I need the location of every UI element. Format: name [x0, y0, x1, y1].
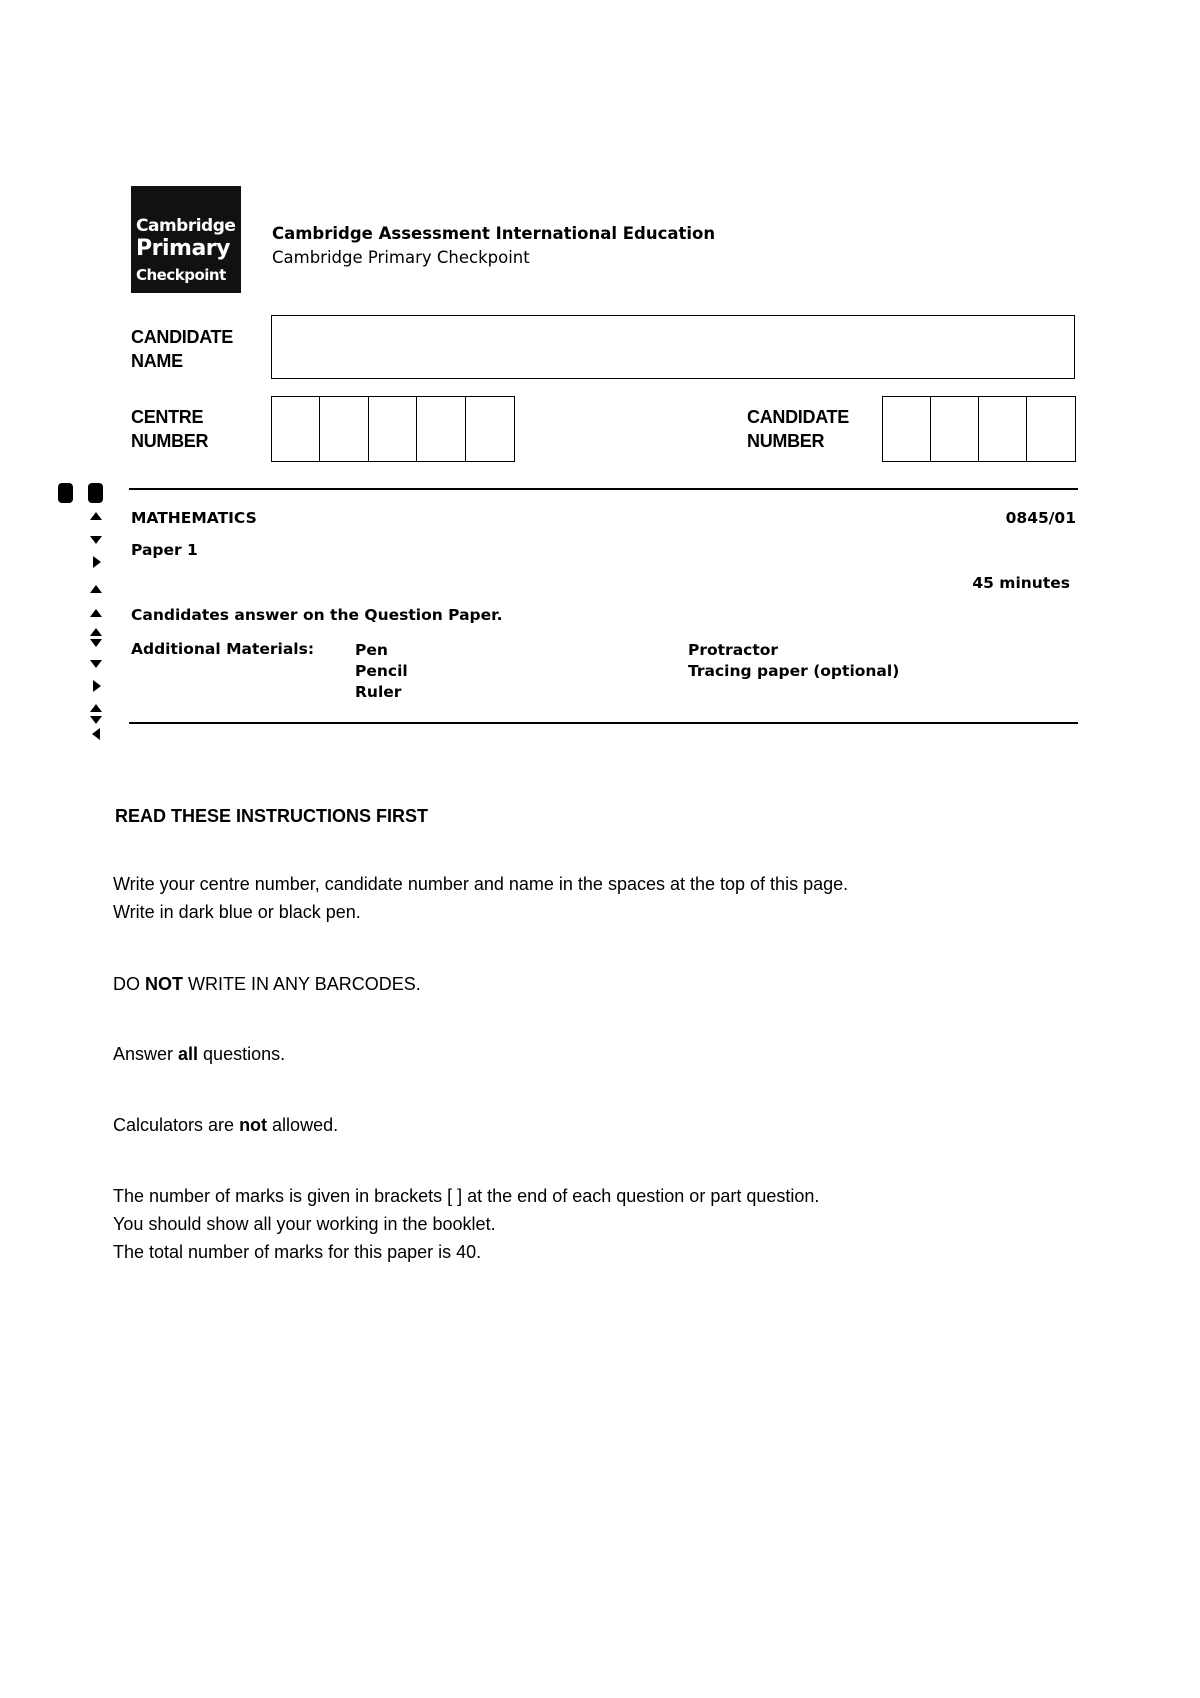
instructions-heading: READ THESE INSTRUCTIONS FIRST	[115, 806, 429, 826]
instruction-emphasis: NOT	[145, 974, 184, 994]
centre-number-digit-box[interactable]	[272, 397, 320, 461]
materials-list-1	[355, 640, 408, 703]
instruction-calculators	[113, 1111, 338, 1139]
instruction-line: Write your centre number, candidate number and name in the spaces at the top of this page.	[113, 874, 849, 894]
answer-note: Candidates answer on the Question Paper.	[131, 606, 503, 624]
barcode-arrow-right-icon	[93, 556, 101, 568]
barcode-arrow-down-icon	[90, 536, 102, 544]
candidate-number-digit-box[interactable]	[931, 397, 979, 461]
logo-line-3: Checkpoint	[136, 266, 226, 284]
candidate-number-digit-box[interactable]	[883, 397, 931, 461]
barcode-arrow-up-icon	[90, 512, 102, 520]
candidate-number-digit-box[interactable]	[1027, 397, 1075, 461]
logo-line-1: Cambridge	[136, 216, 236, 236]
material-item: Pen	[355, 641, 388, 659]
barcode-arrow-up-icon	[90, 704, 102, 712]
instructions-block-marks	[113, 1182, 819, 1266]
barcode-arrow-down-icon	[90, 639, 102, 647]
paper-duration: 45 minutes	[972, 574, 1070, 592]
centre-number-digit-box[interactable]	[369, 397, 417, 461]
centre-number-digit-box[interactable]	[320, 397, 368, 461]
logo-line-2: Primary	[136, 236, 230, 261]
centre-number-label-line1: CENTRE	[131, 407, 204, 427]
instruction-emphasis: all	[178, 1044, 199, 1064]
barcode-arrow-up-icon	[90, 585, 102, 593]
candidate-name-label-line1: CANDIDATE	[131, 327, 233, 347]
barcode-block	[58, 483, 73, 503]
candidate-number-boxes	[882, 396, 1076, 462]
paper-code: 0845/01	[1005, 509, 1076, 527]
candidate-number-digit-box[interactable]	[979, 397, 1027, 461]
instruction-line: Write in dark blue or black pen.	[113, 902, 361, 922]
instruction-answer-all	[113, 1040, 285, 1068]
material-item: Protractor	[688, 641, 779, 659]
header-rule-bottom	[129, 722, 1078, 724]
instruction-line: The total number of marks for this paper is 40.	[113, 1242, 482, 1262]
candidate-name-field[interactable]	[271, 315, 1075, 379]
centre-number-label-line2: NUMBER	[131, 431, 209, 451]
barcode-arrow-down-icon	[90, 716, 102, 724]
organisation-name: Cambridge Assessment International Education	[272, 224, 716, 243]
instruction-text: allowed.	[267, 1115, 339, 1135]
programme-name: Cambridge Primary Checkpoint	[272, 248, 530, 267]
paper-number: Paper 1	[131, 541, 198, 559]
material-item: Ruler	[355, 683, 402, 701]
centre-number-digit-box[interactable]	[466, 397, 514, 461]
candidate-number-label	[747, 405, 849, 453]
barcode-block	[88, 483, 103, 503]
barcode-marks	[55, 479, 110, 744]
centre-number-boxes	[271, 396, 515, 462]
centre-number-digit-box[interactable]	[417, 397, 465, 461]
candidate-number-label-line1: CANDIDATE	[747, 407, 849, 427]
barcode-arrow-right-icon	[93, 680, 101, 692]
header-rule-top	[129, 488, 1078, 490]
candidate-number-label-line2: NUMBER	[747, 431, 825, 451]
barcode-arrow-left-icon	[92, 728, 100, 740]
candidate-name-label-line2: NAME	[131, 351, 183, 371]
instruction-barcodes	[113, 970, 421, 998]
instruction-emphasis: not	[239, 1115, 268, 1135]
subject-title: MATHEMATICS	[131, 509, 257, 527]
instruction-text: questions.	[198, 1044, 286, 1064]
instruction-text: DO	[113, 974, 146, 994]
materials-list-2	[688, 640, 899, 682]
instruction-text: Answer	[113, 1044, 179, 1064]
candidate-name-label	[131, 325, 233, 373]
instruction-line: You should show all your working in the booklet.	[113, 1214, 496, 1234]
instructions-block-1	[113, 870, 848, 926]
material-item: Pencil	[355, 662, 408, 680]
barcode-arrow-up-icon	[90, 609, 102, 617]
centre-number-label	[131, 405, 208, 453]
instruction-text: Calculators are	[113, 1115, 240, 1135]
barcode-arrow-down-icon	[90, 660, 102, 668]
instruction-line: The number of marks is given in brackets [ ] at the end of each question or part question.	[113, 1186, 820, 1206]
material-item: Tracing paper (optional)	[688, 662, 900, 680]
instruction-text: WRITE IN ANY BARCODES.	[183, 974, 421, 994]
barcode-arrow-up-icon	[90, 628, 102, 636]
cambridge-primary-checkpoint-logo	[131, 186, 241, 293]
materials-label: Additional Materials:	[131, 640, 315, 658]
